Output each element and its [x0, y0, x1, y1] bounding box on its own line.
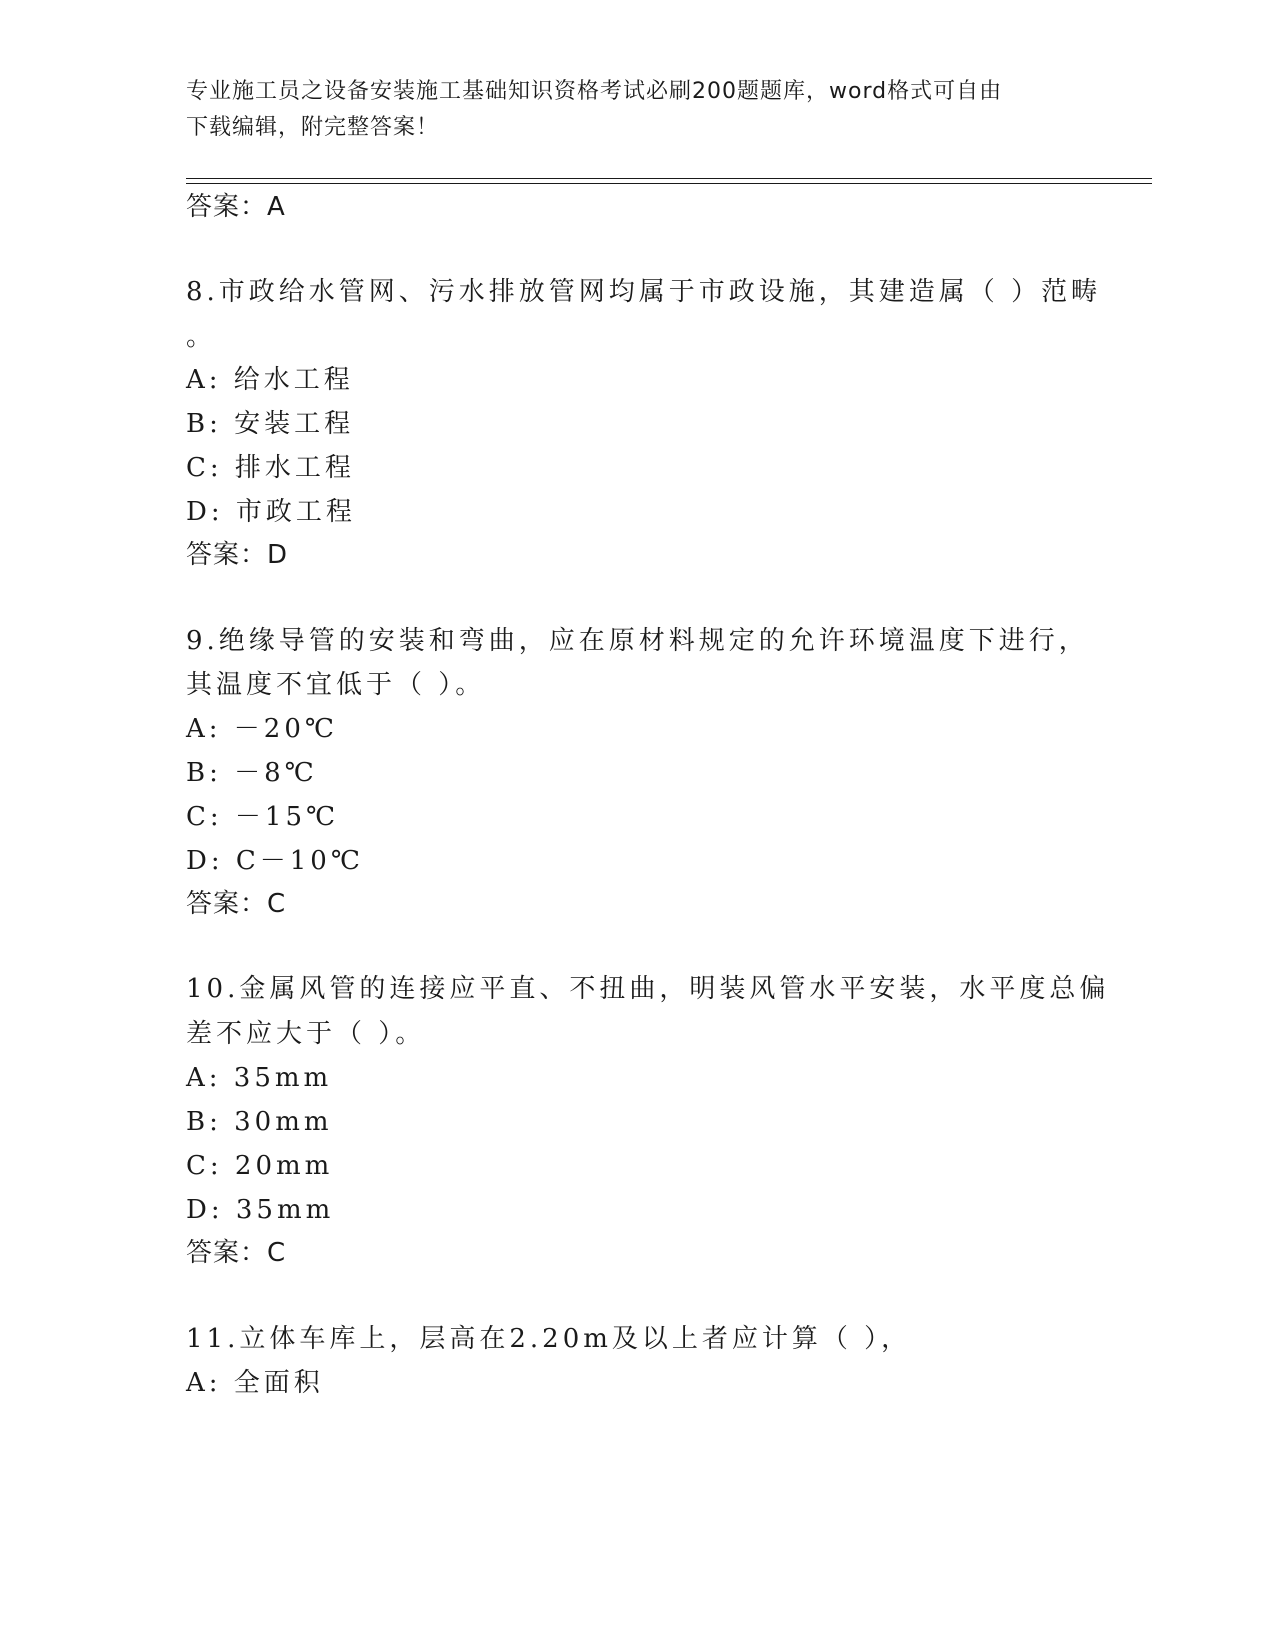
question-8-option-d: D: 市政工程: [186, 497, 356, 527]
question-8-stem-line-1: 8.市政给水管网、污水排放管网均属于市政设施，其建造属（ ）范畴: [186, 277, 1102, 307]
question-10-option-a: A: 35mm: [186, 1063, 333, 1093]
question-10-stem-line-1: 10.金属风管的连接应平直、不扭曲，明装风管水平安装，水平度总偏: [186, 974, 1110, 1004]
header-rule-bottom: [186, 183, 1152, 184]
prev-answer: 答案：A: [186, 192, 286, 222]
question-9-option-b: B: －8℃: [186, 758, 318, 788]
header-line-1: 专业施工员之设备安装施工基础知识资格考试必刷200题题库，word格式可自由: [186, 79, 1003, 104]
question-11-option-a: A: 全面积: [186, 1368, 324, 1398]
question-10-stem-line-2: 差不应大于（ ）。: [186, 1019, 426, 1049]
question-11-stem-line-1: 11.立体车库上，层高在2.20m及以上者应计算（ ），: [186, 1324, 912, 1354]
question-8-option-c: C: 排水工程: [186, 453, 355, 483]
question-9-answer: 答案：C: [186, 889, 287, 919]
question-9-stem-line-2: 其温度不宜低于（ ）。: [186, 670, 486, 700]
header-line-2: 下载编辑，附完整答案！: [186, 115, 440, 140]
question-10-answer: 答案：C: [186, 1238, 287, 1268]
question-9-option-d: D: C－10℃: [186, 846, 364, 876]
question-8-answer: 答案：D: [186, 540, 289, 570]
question-8-stem-line-2: 。: [186, 322, 217, 352]
question-10-option-c: C: 20mm: [186, 1151, 334, 1181]
question-9-stem-line-1: 9.绝缘导管的安装和弯曲，应在原材料规定的允许环境温度下进行，: [186, 626, 1089, 656]
header-rule-top: [186, 178, 1152, 179]
question-9-option-a: A: －20℃: [186, 714, 338, 744]
question-10-option-d: D: 35mm: [186, 1195, 335, 1225]
question-8-option-b: B: 安装工程: [186, 409, 355, 439]
question-8-option-a: A: 给水工程: [186, 365, 354, 395]
document-header: [186, 74, 1086, 146]
question-10-option-b: B: 30mm: [186, 1107, 333, 1137]
question-9-option-c: C: －15℃: [186, 802, 340, 832]
